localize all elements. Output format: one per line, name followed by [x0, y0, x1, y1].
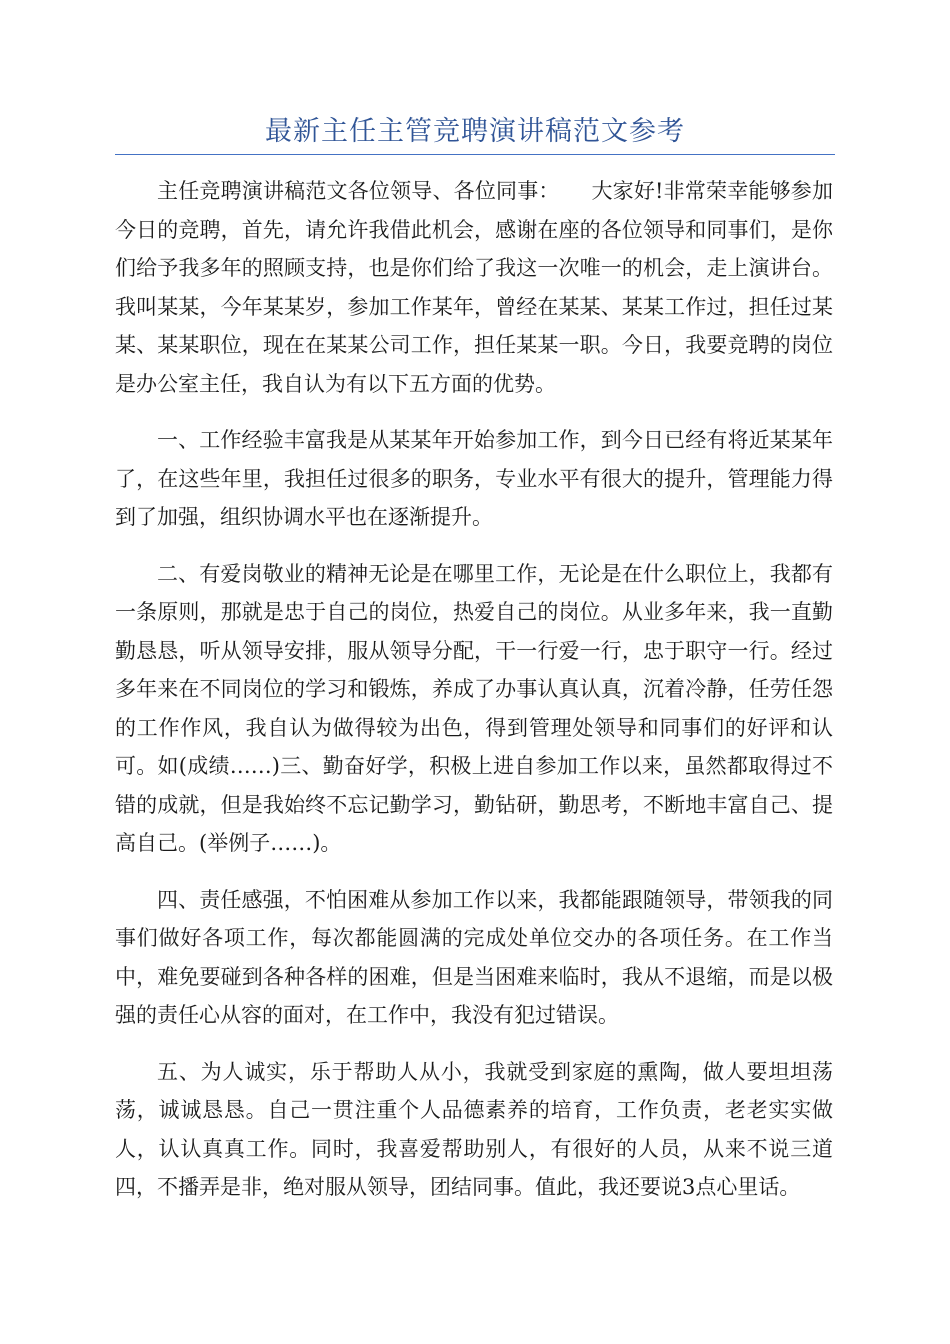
paragraph-honesty: 五、为人诚实，乐于帮助人从小，我就受到家庭的熏陶，做人要坦坦荡荡，诚诚恳恳。自己一贯注重个人品德素养的培育，工作负责，老老实实做人，认认真真工作。同时，我喜爱帮助别人，有很好的人员，从来不说三道四，不播弄是非，绝对服从领导，团结同事。值此，我还要说3点心里话。: [115, 1059, 833, 1199]
paragraph-experience: 一、工作经验丰富我是从某某年开始参加工作，到今日已经有将近某某年了，在这些年里，我担任过很多的职务，专业水平有很大的提升，管理能力得到了加强，组织协调水平也在逐渐提升。: [115, 428, 833, 529]
title-underline: [115, 154, 835, 155]
paragraph-dedication: 二、有爱岗敬业的精神无论是在哪里工作，无论是在什么职位上，我都有一条原则，那就是忠于自己的岗位，热爱自己的岗位。从业多年来，我一直勤勤恳恳，听从领导安排，服从领导分配，干一行爱一行，忠于职守一行。经过多年来在不同岗位的学习和锻炼，养成了办事认真认真，沉着冷静，任劳任怨的工作作风，我自认为做得较为出色，得到管理处领导和同事们的好评和认可。如(成绩……)三、勤奋好学，积极上进自参加工作以来，虽然都取得过不错的成就，但是我始终不忘记勤学习，勤钻研，勤思考，不断地丰富自己、提高自己。(举例子……)。: [115, 561, 833, 855]
document-body: [115, 172, 833, 1225]
paragraph-responsibility: 四、责任感强，不怕困难从参加工作以来，我都能跟随领导，带领我的同事们做好各项工作，每次都能圆满的完成处单位交办的各项任务。在工作当中，难免要碰到各种各样的困难，但是当困难来临时，我从不退缩，而是以极强的责任心从容的面对，在工作中，我没有犯过错误。: [115, 887, 833, 1027]
document-title: 最新主任主管竞聘演讲稿范文参考: [265, 116, 685, 147]
paragraph-intro: 主任竞聘演讲稿范文各位领导、各位同事： 大家好!非常荣幸能够参加今日的竞聘，首先，请允许我借此机会，感谢在座的各位领导和同事们，是你们给予我多年的照顾支持，也是你们给了我这一次唯一的机会，走上演讲台。我叫某某，今年某某岁，参加工作某年，曾经在某某、某某工作过，担任过某某、某某职位，现在在某某公司工作，担任某某一职。今日，我要竞聘的岗位是办公室主任，我自认为有以下五方面的优势。: [115, 179, 833, 396]
